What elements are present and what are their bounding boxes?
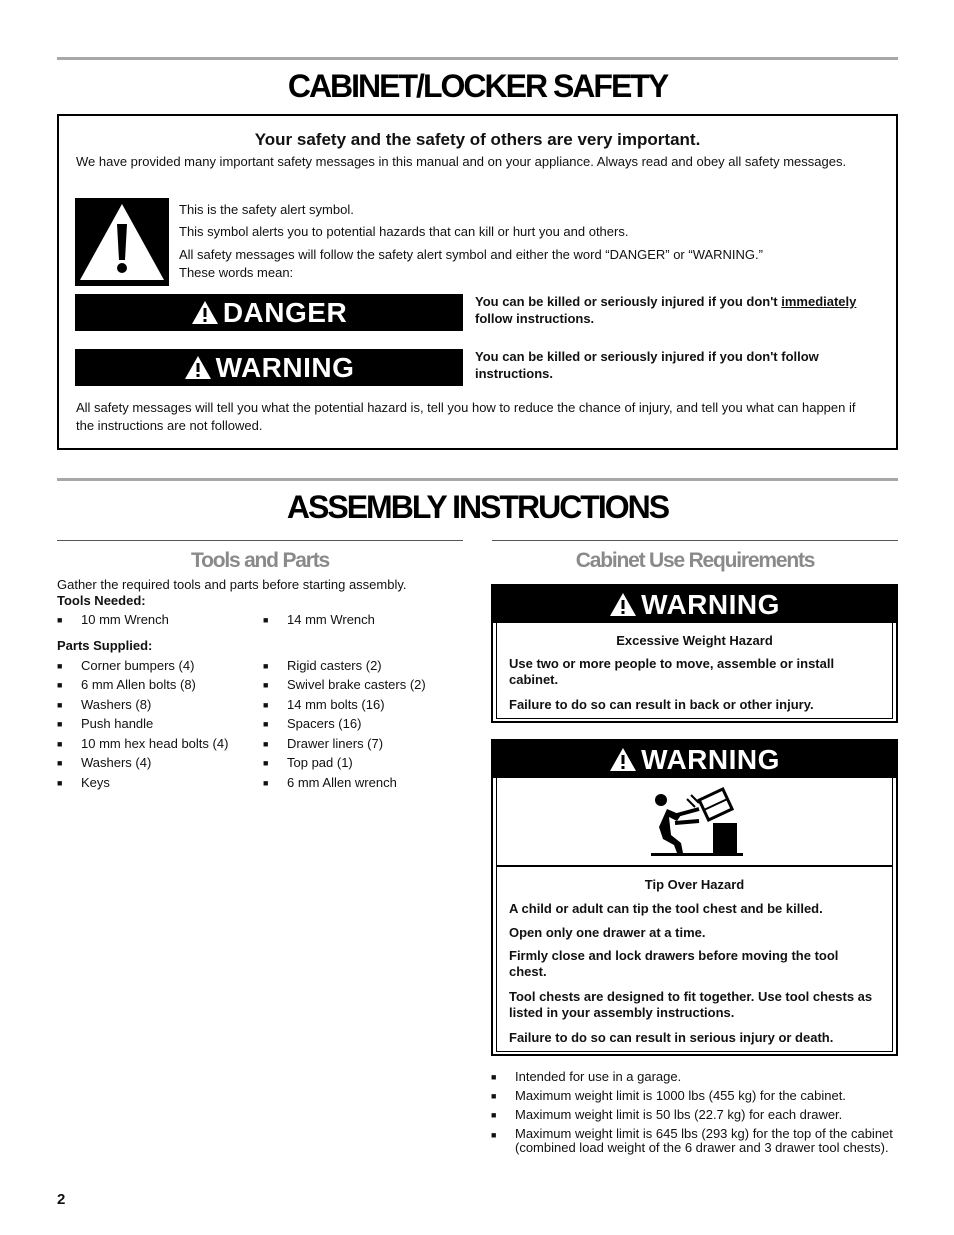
square-bullet: ■ [491,1072,497,1082]
square-bullet: ■ [263,758,269,768]
requirement-item: Maximum weight limit is 645 lbs (293 kg) for the top of the cabinet (combined load weight of the 6 drawer and 3 drawer tool chests). [515,1126,893,1155]
warning-label: WARNING [215,351,355,383]
tool-item: 10 mm Wrench [81,612,169,627]
weight-warning-box [491,584,898,723]
square-bullet: ■ [57,739,63,749]
symbol-line-2: This symbol alerts you to potential hazards that can kill or hurt you and others. [179,224,629,239]
tip-over-line: Firmly close and lock drawers before moving the tool chest. [509,948,839,979]
tool-item: 14 mm Wrench [287,612,375,627]
part-item: Push handle [81,716,154,731]
warning-text [475,348,895,382]
square-bullet: ■ [57,615,63,625]
symbol-line-1: This is the safety alert symbol. [179,202,354,217]
danger-text [475,293,895,327]
square-bullet: ■ [263,700,269,710]
requirement-item: Intended for use in a garage. [515,1069,682,1084]
danger-label: DANGER [222,296,348,328]
square-bullet: ■ [57,719,63,729]
part-item: 14 mm bolts (16) [287,697,385,712]
safety-subtitle: Your safety and the safety of others are very important. [254,130,701,149]
safety-alert-icon [191,300,219,325]
symbol-line-4: These words mean: [179,265,294,280]
square-bullet: ■ [263,739,269,749]
part-item: 6 mm Allen bolts (8) [81,677,196,692]
square-bullet: ■ [263,615,269,625]
square-bullet: ■ [491,1130,497,1140]
cabinet-heading: Cabinet Use Requirements [575,549,815,572]
square-bullet: ■ [491,1110,497,1120]
warning-label: WARNING [641,743,780,775]
part-item: 6 mm Allen wrench [287,775,397,790]
symbol-line-3: All safety messages will follow the safety alert symbol and either the word “DANGER” or “WARNING.” [179,247,763,262]
tools-intro: Gather the required tools and parts before starting assembly. [57,577,407,592]
warning-banner [75,349,463,386]
danger-text-emphasis: immediately [781,294,857,309]
square-bullet: ■ [263,778,269,788]
warning-text-follow: follow [781,349,819,364]
parts-supplied-label: Parts Supplied: [57,638,153,653]
part-item: Top pad (1) [287,755,353,770]
tools-rule [57,540,463,541]
part-item: 10 mm hex head bolts (4) [81,736,229,751]
square-bullet: ■ [263,719,269,729]
warning-label: WARNING [641,588,780,620]
square-bullet: ■ [57,778,63,788]
warning-text-a: You can be killed or seriously injured if you don't [475,349,782,364]
cabinet-rule [492,540,898,541]
safety-intro: We have provided many important safety messages in this manual and on your appliance. Always read and obey all safety messages. [76,154,847,169]
tools-needed-label: Tools Needed: [57,593,146,608]
part-item: Spacers (16) [287,716,362,731]
requirement-item: Maximum weight limit is 1000 lbs (455 kg) for the cabinet. [515,1088,846,1103]
weight-hazard-line-1: Use two or more people to move, assemble or install cabinet. [509,656,835,687]
safety-title: CABINET/LOCKER SAFETY [287,68,668,104]
warning-banner [493,741,896,778]
safety-alert-icon [75,198,169,286]
assembly-title: ASSEMBLY INSTRUCTIONS [286,489,669,525]
tip-over-pictogram [647,787,743,859]
square-bullet: ■ [263,680,269,690]
danger-banner [75,294,463,331]
square-bullet: ■ [491,1091,497,1101]
part-item: Rigid casters (2) [287,658,382,673]
square-bullet: ■ [57,680,63,690]
tip-over-warning-box [491,739,898,1056]
danger-text-b: follow instructions. [475,311,595,326]
safety-alert-icon [609,592,637,617]
part-item: Swivel brake casters (2) [287,677,426,692]
square-bullet: ■ [263,661,269,671]
part-item: Keys [81,775,110,790]
warning-text-b: instructions. [475,366,554,381]
tools-heading: Tools and Parts [191,549,329,572]
square-bullet: ■ [57,758,63,768]
safety-footer: All safety messages will tell you what the potential hazard is, tell you how to reduce the chance of injury, and tell you what can happen if the instructions are not followed. [76,400,856,433]
tip-over-line: Open only one drawer at a time. [509,925,706,940]
part-item: Corner bumpers (4) [81,658,195,673]
safety-alert-icon [609,747,637,772]
weight-hazard-line-2: Failure to do so can result in back or other injury. [509,697,814,712]
tip-over-line: Failure to do so can result in serious injury or death. [509,1030,834,1045]
safety-alert-icon [184,355,212,380]
weight-hazard-title: Excessive Weight Hazard [616,633,773,648]
part-item: Washers (4) [81,755,152,770]
square-bullet: ■ [57,661,63,671]
page-number: 2 [57,1191,66,1208]
top-rule [57,57,898,60]
tip-over-line: A child or adult can tip the tool chest and be killed. [509,901,823,916]
square-bullet: ■ [57,700,63,710]
tip-over-hazard-title: Tip Over Hazard [644,877,745,892]
part-item: Drawer liners (7) [287,736,384,751]
danger-text-a: You can be killed or seriously injured if you don't [475,294,782,309]
tip-over-line: Tool chests are designed to fit together. Use tool chests as listed in your assembly instructions. [509,989,873,1020]
requirement-item: Maximum weight limit is 50 lbs (22.7 kg) for each drawer. [515,1107,843,1122]
assembly-rule [57,478,898,481]
part-item: Washers (8) [81,697,152,712]
warning-banner [493,586,896,623]
